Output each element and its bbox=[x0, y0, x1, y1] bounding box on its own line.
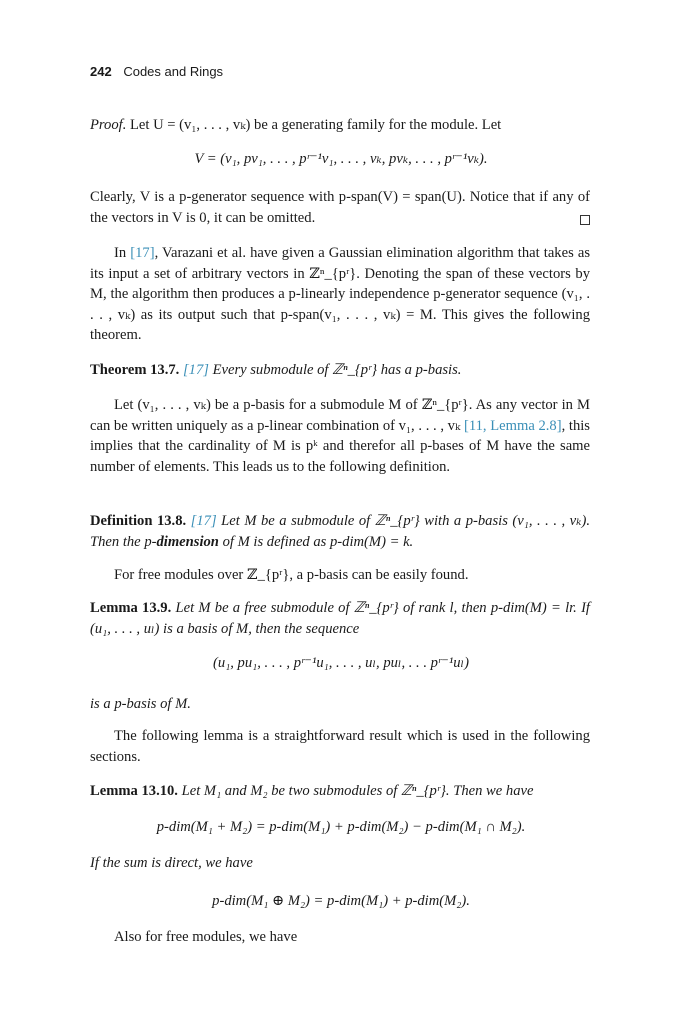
running-header bbox=[90, 64, 223, 79]
proof-label: Proof. bbox=[90, 117, 127, 133]
lemma-text: Let M₁ and M₂ be two submodules of ℤⁿ_{pʳ}. Then we have bbox=[181, 783, 534, 799]
theorem-13-7 bbox=[90, 360, 590, 381]
lemma-label: Lemma 13.10. bbox=[90, 783, 178, 799]
running-title: Codes and Rings bbox=[123, 64, 224, 79]
definition-label: Definition 13.8. bbox=[90, 513, 187, 529]
equation-dim-sum: p-dim(M₁ + M₂) = p-dim(M₁) + p-dim(M₂) − p-dim(M₁ ∩ M₂). bbox=[156, 819, 526, 835]
citation-17[interactable]: [17] bbox=[190, 513, 217, 529]
direct-sum-intro: If the sum is direct, we have bbox=[90, 855, 253, 871]
citation-17[interactable]: [17] bbox=[130, 245, 155, 261]
lemma-13-10 bbox=[90, 781, 590, 802]
definition-13-8: Definition 13.8. [17] Let M be a submodule of ℤⁿ_{pʳ} with a p-basis (v₁, . . . , vₖ). Then the p-dimension of M is defined as p-dim(M) = k. bbox=[90, 513, 590, 550]
equation-v-sequence: V = (v₁, pv₁, . . . , pʳ⁻¹v₁, . . . , vₖ, pvₖ, . . . , pʳ⁻¹vₖ). bbox=[194, 151, 488, 167]
lemma-text: Let M be a free submodule of ℤⁿ_{pʳ} of rank l, then p-dim(M) = lr. If (u₁, . . . , uₗ) is a basis of M, then the sequence bbox=[90, 600, 590, 637]
qed-symbol bbox=[580, 215, 590, 225]
lemma-13-9-conclusion: is a p-basis of M. bbox=[90, 696, 191, 712]
equation-dim-direct-sum: p-dim(M₁ ⊕ M₂) = p-dim(M₁) + p-dim(M₂). bbox=[212, 893, 470, 909]
theorem-label: Theorem 13.7. bbox=[90, 362, 180, 378]
proof-text: Let U = (v₁, . . . , vₖ) be a generating family for the module. Let bbox=[130, 117, 502, 133]
paragraph-p-basis: Let (v₁, . . . , vₖ) be a p-basis for a submodule M of ℤⁿ_{pʳ}. As any vector in M can be written uniquely as a p-linear combination of v₁, . . . , vₖ [11, Lemma 2.8], this implies that the cardinality of M is pᵏ and therefor all p-bases of M have the same number of elements. This leads us to the following definition. bbox=[90, 397, 590, 475]
paragraph-lemma-intro: The following lemma is a straightforward result which is used in the following sections. bbox=[90, 728, 590, 765]
citation-17[interactable]: [17] bbox=[182, 362, 209, 378]
theorem-text: Every submodule of ℤⁿ_{pʳ} has a p-basis. bbox=[212, 362, 462, 378]
proof-conclusion-block bbox=[90, 187, 590, 228]
page-number: 242 bbox=[90, 64, 112, 79]
lemma-label: Lemma 13.9. bbox=[90, 600, 172, 616]
lemma-13-9 bbox=[90, 598, 590, 639]
proof-conclusion: Clearly, V is a p-generator sequence with p-span(V) = span(U). Notice that if any of the vectors in V is 0, it can be omitted. bbox=[90, 189, 590, 226]
final-line: Also for free modules, we have bbox=[114, 929, 298, 945]
proof-intro bbox=[90, 115, 590, 136]
citation-11-lemma-2-8[interactable]: [11, Lemma 2.8] bbox=[463, 417, 562, 434]
equation-u-sequence: (u₁, pu₁, . . . , pʳ⁻¹u₁, . . . , uₗ, puₗ, . . . pʳ⁻¹uₗ) bbox=[213, 655, 469, 671]
paragraph-free-modules: For free modules over ℤ_{pʳ}, a p-basis can be easily found. bbox=[114, 567, 469, 583]
defined-term: dimension bbox=[156, 533, 219, 550]
paragraph-gaussian-elimination: In [17], Varazani et al. have given a Gaussian elimination algorithm that takes as its input a set of arbitrary vectors in ℤⁿ_{pʳ}. Denoting the span of these vectors by M, the algorithm then produces a p-linearly independence p-generator sequence (v₁, . . . , vₖ) as its output such that p-span(v₁, . . . , vₖ) = M. This gives the following theorem. bbox=[90, 245, 590, 343]
